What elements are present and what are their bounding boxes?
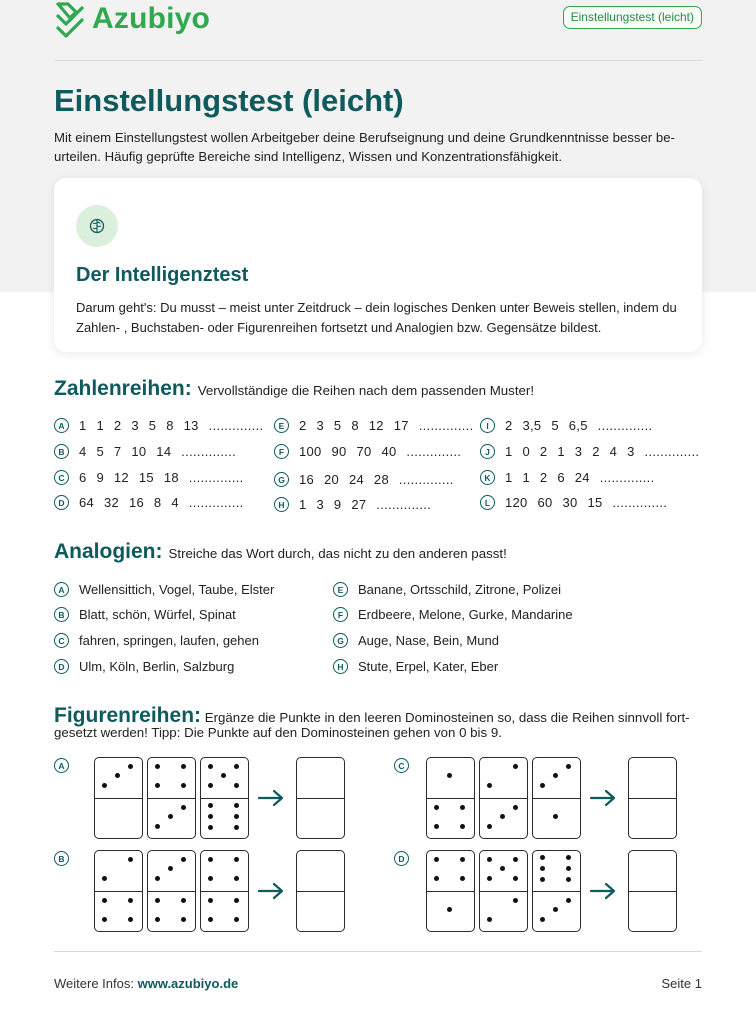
domino-dot [208, 814, 213, 819]
analogie-g [333, 633, 499, 648]
sequence-text: 16 20 24 28 .............. [299, 472, 454, 487]
domino-dot [566, 764, 571, 769]
azubiyo-logo-icon [54, 0, 86, 38]
figure-group-letter: A [54, 758, 69, 773]
domino-dot [128, 857, 133, 862]
domino-dot [181, 857, 186, 862]
sequence-text: 2 3 5 8 12 17 .............. [299, 418, 474, 433]
header-divider [54, 60, 702, 61]
arrow-right-icon [589, 882, 617, 900]
domino-dot [234, 783, 239, 788]
domino-dot [208, 857, 213, 862]
domino-dot [513, 805, 518, 810]
sequence-text: 1 1 2 6 24 .............. [505, 470, 655, 485]
domino-dot [540, 855, 545, 860]
analogien-title: Analogien: [54, 540, 163, 563]
domino-divider [629, 798, 676, 799]
domino-divider [480, 798, 527, 799]
domino-dot [181, 764, 186, 769]
letter-badge: A [54, 582, 69, 597]
zahlenreihen-description: Vervollständige die Reihen nach dem passenden Muster! [197, 383, 535, 398]
domino-divider [148, 891, 195, 892]
empty-domino-answer[interactable] [296, 757, 345, 839]
domino-tile [147, 757, 196, 839]
domino-dot [566, 898, 571, 903]
figure-group-letter: C [394, 758, 409, 773]
domino-tile [532, 757, 581, 839]
sequence-text: 100 90 70 40 .............. [299, 444, 462, 459]
domino-dot [208, 825, 213, 830]
zahlenreihe-d [54, 495, 244, 510]
page-title: Einstellungstest (leicht) [54, 83, 404, 118]
analogy-text: Erdbeere, Melone, Gurke, Mandarine [358, 607, 573, 622]
sequence-text: 1 1 2 3 5 8 13 .............. [79, 418, 264, 433]
zahlenreihe-g [274, 472, 454, 487]
domino-dot [168, 814, 173, 819]
domino-dot [234, 857, 239, 862]
domino-dot [115, 773, 120, 778]
domino-divider [480, 891, 527, 892]
domino-divider [427, 798, 474, 799]
domino-dot [553, 814, 558, 819]
domino-tile [479, 757, 528, 839]
brand-logo[interactable] [54, 0, 210, 38]
analogie-c [54, 633, 259, 648]
figure-group-letter: D [394, 851, 409, 866]
analogie-b [54, 607, 236, 622]
domino-divider [95, 891, 142, 892]
analogy-text: fahren, springen, laufen, gehen [79, 633, 259, 648]
zahlenreihe-a [54, 418, 263, 433]
figurenreihen-title: Figurenreihen: [54, 704, 202, 727]
domino-dot [208, 876, 213, 881]
domino-dot [234, 917, 239, 922]
letter-badge: E [333, 582, 348, 597]
letter-badge: G [333, 633, 348, 648]
domino-dot [102, 783, 107, 788]
domino-dot [447, 907, 452, 912]
empty-domino-answer[interactable] [628, 850, 677, 932]
domino-dot [208, 764, 213, 769]
domino-dot [155, 764, 160, 769]
analogy-text: Wellensittich, Vogel, Taube, Elster [79, 582, 275, 597]
zahlenreihe-j [480, 444, 699, 459]
domino-tile [479, 850, 528, 932]
domino-dot [513, 876, 518, 881]
domino-dot [447, 773, 452, 778]
domino-dot [155, 783, 160, 788]
domino-tile [94, 757, 143, 839]
card-text: Darum geht's: Du musst – meist unter Zeitdruck – dein logisches Denken unter Beweis stellen, indem du Zahlen- , Buchstaben- oder Figurenreihen fortsetzt und Analogien bzw. Gegensätze bildest. [76, 300, 677, 335]
domino-divider [629, 891, 676, 892]
analogy-text: Blatt, schön, Würfel, Spinat [79, 607, 236, 622]
website-link[interactable]: www.azubiyo.de [137, 976, 239, 991]
analogy-text: Stute, Erpel, Kater, Eber [358, 659, 499, 674]
domino-dot [434, 824, 439, 829]
domino-divider [297, 798, 344, 799]
zahlenreihe-c [54, 470, 244, 485]
analogy-text: Ulm, Köln, Berlin, Salzburg [79, 659, 235, 674]
zahlenreihen-title: Zahlenreihen: [54, 377, 192, 400]
sequence-text: 1 3 9 27 .............. [299, 497, 432, 512]
domino-dot [181, 783, 186, 788]
footer-prefix: Weitere Infos: [54, 976, 134, 991]
test-level-badge: Einstellungstest (leicht) [563, 6, 702, 29]
footer-divider [54, 951, 702, 952]
domino-dot [500, 814, 505, 819]
empty-domino-answer[interactable] [296, 850, 345, 932]
domino-tile [94, 850, 143, 932]
domino-tile [426, 757, 475, 839]
domino-divider [201, 891, 248, 892]
analogy-text: Banane, Ortsschild, Zitrone, Polizei [358, 582, 562, 597]
zahlenreihen-heading [54, 377, 534, 401]
domino-dot [128, 764, 133, 769]
letter-badge: C [54, 470, 69, 485]
letter-badge: F [333, 607, 348, 622]
domino-dot [234, 764, 239, 769]
sequence-text: 1 0 2 1 3 2 4 3 .............. [505, 444, 700, 459]
domino-dot [540, 866, 545, 871]
page-number: Seite 1 [661, 976, 702, 991]
domino-dot [234, 803, 239, 808]
arrow-right-icon [257, 789, 285, 807]
domino-dot [181, 805, 186, 810]
domino-dot [234, 814, 239, 819]
domino-dot [128, 917, 133, 922]
domino-dot [434, 805, 439, 810]
domino-dot [566, 855, 571, 860]
analogie-f [333, 607, 573, 622]
domino-dot [460, 876, 465, 881]
intro-text: Mit einem Einstellungstest wollen Arbeitgeber deine Berufseignung und deine Grundkenntnisse besser be-urteilen. Häufig geprüfte Bereiche sind Intelligenz, Wissen und Konzentrationsfähigkeit. [54, 130, 675, 164]
letter-badge: K [480, 470, 495, 485]
letter-badge: C [54, 633, 69, 648]
domino-tile [426, 850, 475, 932]
domino-dot [181, 898, 186, 903]
domino-dot [155, 898, 160, 903]
domino-dot [208, 803, 213, 808]
letter-badge: B [54, 607, 69, 622]
domino-tile [147, 850, 196, 932]
brain-icon [76, 205, 118, 247]
figurenreihen-description: Ergänze die Punkte in den leeren Dominosteinen so, dass die Reihen sinnvoll fort-gesetzt werden! Tipp: Die Punkte auf den Dominosteinen gehen von 0 bis 9. [54, 710, 690, 740]
analogie-a [54, 582, 274, 597]
domino-dot [102, 898, 107, 903]
figurenreihen-heading [54, 704, 702, 740]
domino-dot [566, 877, 571, 882]
domino-dot [102, 917, 107, 922]
domino-dot [155, 824, 160, 829]
domino-tile [200, 757, 249, 839]
letter-badge: G [274, 472, 289, 487]
domino-dot [566, 866, 571, 871]
domino-dot [208, 917, 213, 922]
sequence-text: 2 3,5 5 6,5 .............. [505, 418, 653, 433]
arrow-right-icon [257, 882, 285, 900]
domino-dot [487, 783, 492, 788]
letter-badge: F [274, 444, 289, 459]
zahlenreihe-i [480, 418, 652, 433]
letter-badge: D [54, 495, 69, 510]
domino-dot [500, 866, 505, 871]
domino-dot [540, 783, 545, 788]
domino-dot [181, 917, 186, 922]
letter-badge: J [480, 444, 495, 459]
domino-divider [95, 798, 142, 799]
domino-divider [427, 891, 474, 892]
zahlenreihe-h [274, 497, 431, 512]
domino-dot [487, 857, 492, 862]
domino-tile [200, 850, 249, 932]
domino-dot [102, 876, 107, 881]
domino-dot [553, 907, 558, 912]
domino-dot [434, 857, 439, 862]
analogien-heading [54, 540, 507, 564]
domino-dot [553, 773, 558, 778]
page-header [54, 0, 702, 60]
domino-dot [460, 805, 465, 810]
figure-group-letter: B [54, 851, 69, 866]
zahlenreihe-e [274, 418, 473, 433]
domino-dot [513, 764, 518, 769]
letter-badge: H [333, 659, 348, 674]
brand-name: Azubiyo [92, 2, 211, 35]
analogien-description: Streiche das Wort durch, das nicht zu den anderen passt! [168, 546, 507, 561]
domino-dot [155, 876, 160, 881]
zahlenreihe-l [480, 495, 667, 510]
letter-badge: E [274, 418, 289, 433]
domino-dot [513, 857, 518, 862]
domino-divider [533, 798, 580, 799]
domino-dot [234, 898, 239, 903]
domino-dot [155, 917, 160, 922]
domino-dot [434, 876, 439, 881]
empty-domino-answer[interactable] [628, 757, 677, 839]
letter-badge: I [480, 418, 495, 433]
domino-dot [128, 898, 133, 903]
domino-dot [208, 783, 213, 788]
sequence-text: 4 5 7 10 14 .............. [79, 444, 237, 459]
sequence-text: 120 60 30 15 .............. [505, 495, 668, 510]
sequence-text: 64 32 16 8 4 .............. [79, 495, 244, 510]
domino-dot [513, 898, 518, 903]
domino-dot [234, 825, 239, 830]
letter-badge: B [54, 444, 69, 459]
analogie-e [333, 582, 561, 597]
footer-info [54, 976, 238, 991]
card-title: Der Intelligenztest [76, 264, 249, 286]
domino-dot [460, 824, 465, 829]
intelligence-test-card [54, 178, 702, 352]
domino-dot [487, 876, 492, 881]
domino-divider [297, 891, 344, 892]
domino-dot [234, 876, 239, 881]
sequence-text: 6 9 12 15 18 .............. [79, 470, 244, 485]
domino-dot [540, 917, 545, 922]
domino-dot [221, 773, 226, 778]
analogie-h [333, 659, 498, 674]
domino-divider [148, 798, 195, 799]
domino-dot [540, 877, 545, 882]
zahlenreihe-k [480, 470, 655, 485]
letter-badge: A [54, 418, 69, 433]
zahlenreihe-b [54, 444, 236, 459]
domino-dot [487, 824, 492, 829]
letter-badge: D [54, 659, 69, 674]
zahlenreihe-f [274, 444, 461, 459]
domino-dot [460, 857, 465, 862]
domino-dot [168, 866, 173, 871]
domino-dot [208, 898, 213, 903]
domino-dot [487, 917, 492, 922]
domino-divider [533, 891, 580, 892]
domino-tile [532, 850, 581, 932]
arrow-right-icon [589, 789, 617, 807]
analogie-d [54, 659, 234, 674]
analogy-text: Auge, Nase, Bein, Mund [358, 633, 499, 648]
domino-divider [201, 798, 248, 799]
letter-badge: H [274, 497, 289, 512]
letter-badge: L [480, 495, 495, 510]
